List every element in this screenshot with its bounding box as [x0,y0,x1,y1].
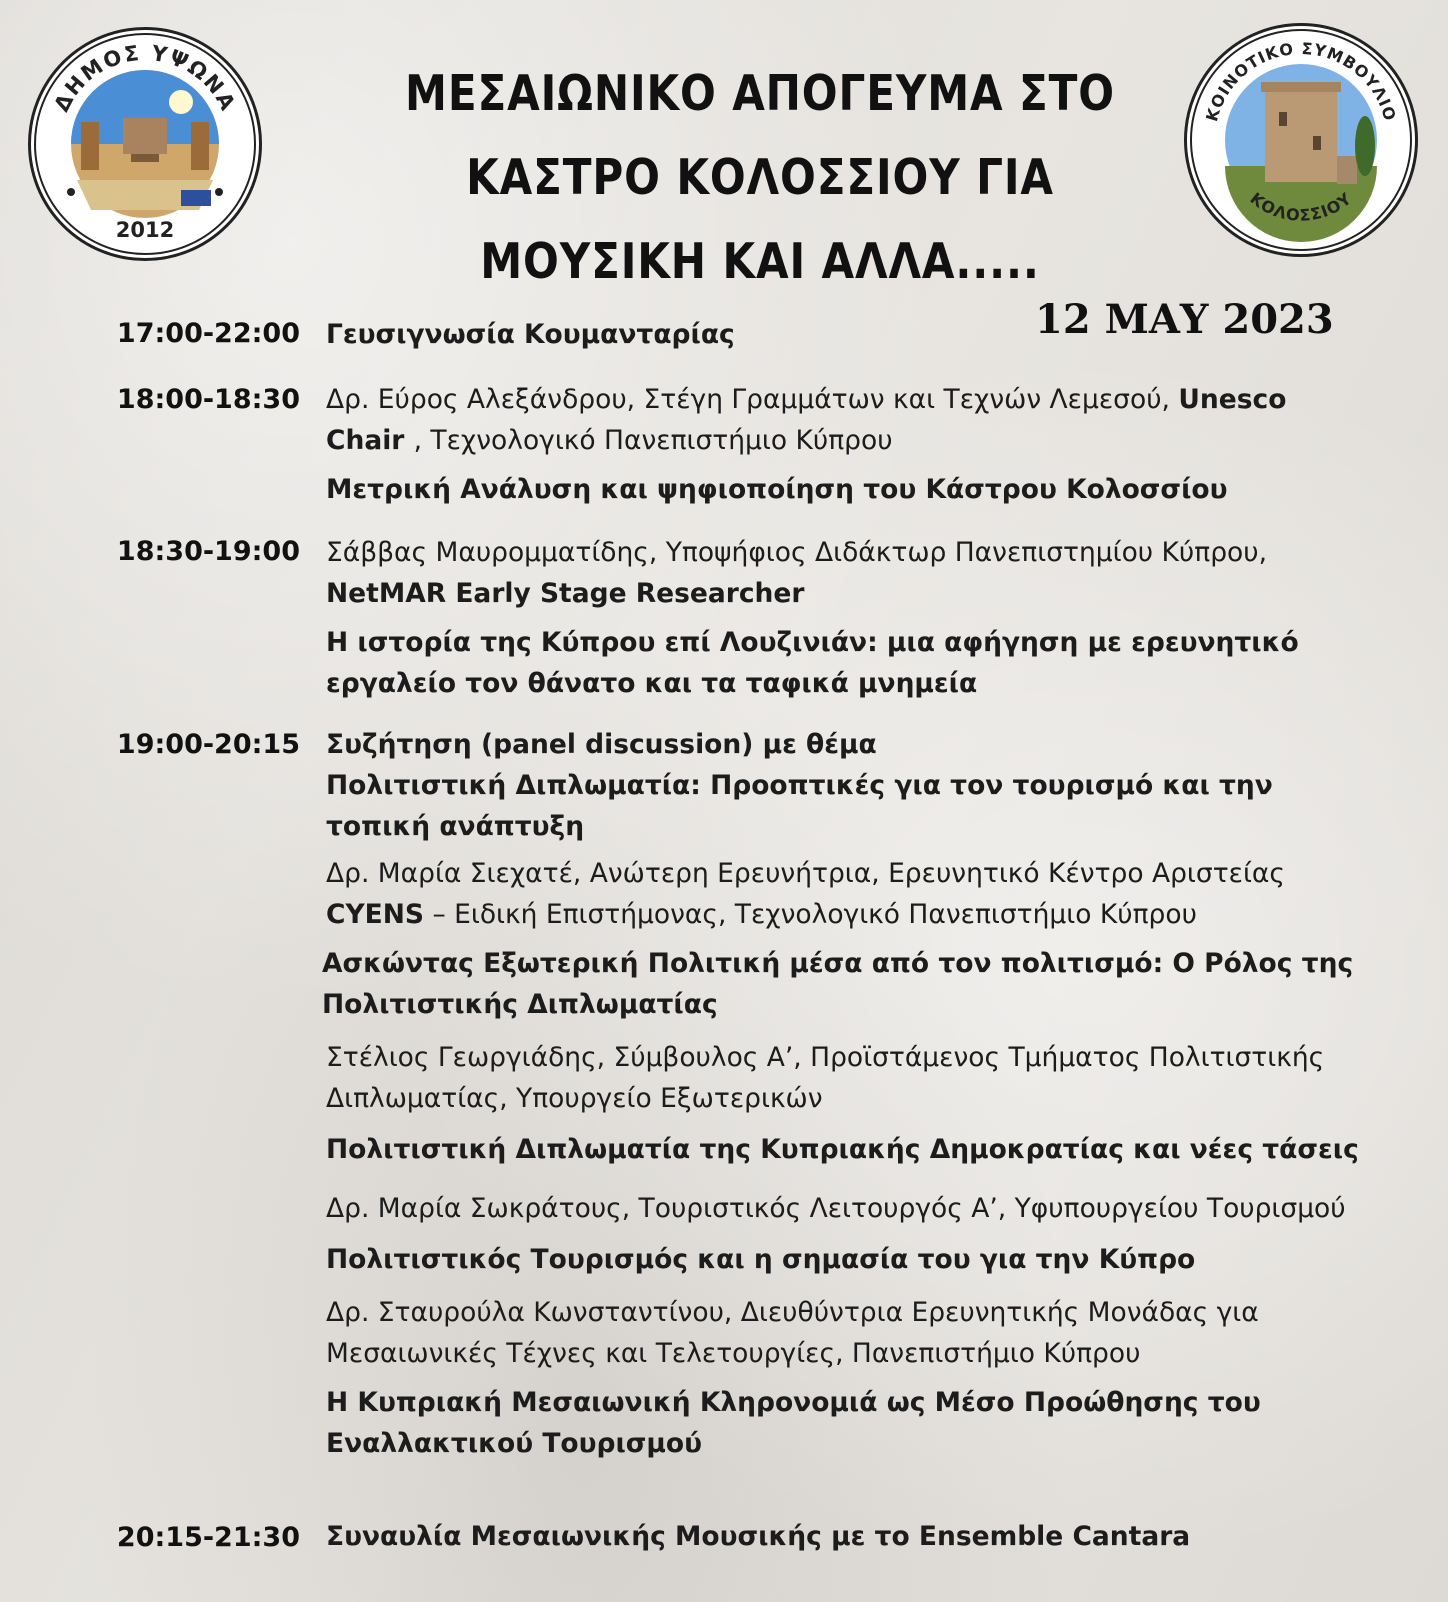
speaker-affiliation: Unesco [1178,384,1287,415]
speaker-line: Διπλωματίας, Υπουργείο Εξωτερικών [326,1083,823,1114]
time-slot: 20:15-21:30 [116,1522,300,1553]
speaker-line [326,379,1436,420]
talk-title: Η ιστορία της Κύπρου επί Λουζινιάν: μια αφήγηση με ερευνητικό [326,627,1299,658]
svg-text:ΚΟΛΟΣΣΙΟΥ: ΚΟΛΟΣΣΙΟΥ [1246,188,1356,225]
speaker-line: Μεσαιωνικές Τέχνες και Τελετουργίες, Πανεπιστήμιο Κύπρου [326,1338,1141,1369]
speaker-line: Δρ. Μαρία Σιεχατέ, Ανώτερη Ερευνήτρια, Ερευνητικό Κέντρο Αριστείας [326,858,1285,889]
speaker-affiliation: CYENS [326,899,425,930]
title-line-1: ΜΕΣΑΙΩΝΙΚΟ ΑΠΟΓΕΥΜΑ ΣΤΟ [405,65,1115,122]
panel-intro: Συζήτηση (panel discussion) με θέμα [326,729,877,760]
talk-title: Πολιτιστικός Τουρισμός και η σημασία του για την Κύπρο [326,1244,1196,1275]
svg-text:ΚΟΙΝΟΤΙΚΟ ΣΥΜΒΟΥΛΙΟ: ΚΟΙΝΟΤΙΚΟ ΣΥΜΒΟΥΛΙΟ [1202,38,1400,124]
speaker-line: NetMAR Early Stage Researcher [326,578,805,609]
program-item [326,532,1436,704]
speaker-line [326,894,1436,935]
event-title [330,52,1190,304]
logo-year: 2012 [115,218,175,242]
time-slot: 19:00-20:15 [116,729,300,760]
speaker-line: Στέλιος Γεωργιάδης, Σύμβουλος Α’, Προϊστάμενος Τμήματος Πολιτιστικής [326,1042,1325,1073]
talk-title: Μετρική Ανάλυση και ψηφιοποίηση του Κάστρου Κολοσσίου [326,474,1228,505]
speaker-text: Δρ. Εύρος Αλεξάνδρου, Στέγη Γραμμάτων και Τεχνών Λεμεσού, [326,384,1179,415]
title-line-3: ΜΟΥΣΙΚΗ ΚΑΙ ΑΛΛΑ..... [480,233,1040,290]
speaker-line: Σάββας Μαυρομματίδης, Υποψήφιος Διδάκτωρ Πανεπιστημίου Κύπρου, [326,537,1267,568]
speaker-text: – Ειδική Επιστήμονας, Τεχνολογικό Πανεπιστήμιο Κύπρου [424,899,1197,930]
item-title: Γευσιγνωσία Κουμανταρίας [326,319,735,350]
svg-text:ΔΗΜΟΣ ΥΨΩΝΑ: ΔΗΜΟΣ ΥΨΩΝΑ [49,40,241,116]
talk-title: Εναλλακτικού Τουρισμού [326,1428,703,1459]
time-slot: 18:30-19:00 [116,536,300,567]
speaker-affiliation: Chair [326,425,414,456]
program-item [326,1516,1436,1557]
dimos-ypsona-logo [28,27,262,261]
item-title: Συναυλία Μεσαιωνικής Μουσικής με το Ensemble Cantara [326,1521,1191,1552]
koinotiko-symvoulio-kolossiou-logo [1184,23,1418,257]
speaker-text: , Τεχνολογικό Πανεπιστήμιο Κύπρου [413,425,893,456]
time-slot: 17:00-22:00 [116,318,300,349]
title-line-2: ΚΑΣΤΡΟ ΚΟΛΟΣΣΙΟΥ ΓΙΑ [466,149,1054,206]
program-item [326,314,1436,355]
panel-theme: τοπική ανάπτυξη [326,811,585,842]
talk-title: Πολιτιστικής Διπλωματίας [322,989,718,1020]
speaker-line: Δρ. Σταυρούλα Κωνσταντίνου, Διευθύντρια Ερευνητικής Μονάδας για [326,1297,1259,1328]
speaker-line: Δρ. Μαρία Σωκράτους, Τουριστικός Λειτουργός Α’, Υφυπουργείου Τουρισμού [326,1193,1346,1224]
koinotiko-ring-text [1187,26,1415,254]
panel-discussion [322,724,1436,1464]
time-slot: 18:00-18:30 [116,384,300,415]
talk-title: Ασκώντας Εξωτερική Πολιτική μέσα από τον πολιτισμό: Ο Ρόλος της [322,948,1354,979]
talk-title: εργαλείο τον θάνατο και τα ταφικά μνημεία [326,668,978,699]
talk-title: Πολιτιστική Διπλωματία της Κυπριακής Δημοκρατίας και νέες τάσεις [326,1134,1359,1165]
event-date: 12 ΜΑΥ 2023 [1035,296,1334,343]
talk-title: Η Κυπριακή Μεσαιωνική Κληρονομιά ως Μέσο Προώθησης του [326,1387,1261,1418]
speaker-line [326,420,1436,461]
program-item [326,379,1436,510]
panel-theme: Πολιτιστική Διπλωματία: Προοπτικές για τον τουρισμό και την [326,770,1273,801]
